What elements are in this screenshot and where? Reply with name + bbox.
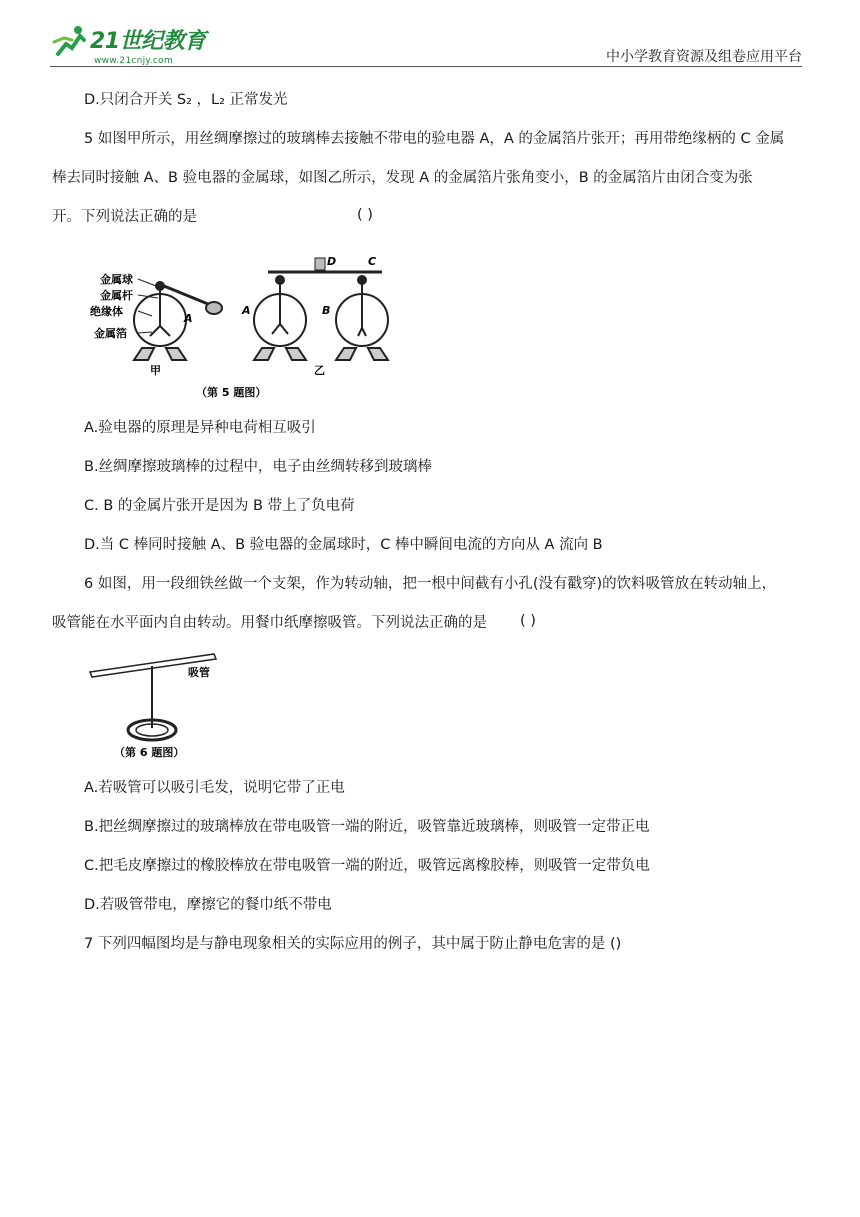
q5-answer-bracket: ( ) [357,207,373,223]
label-ball: 金属球 [100,273,133,286]
label-a-yi: A [242,304,251,317]
q5-stem-line3: 开。下列说法正确的是 [52,209,197,225]
q6-stem-line2: 吸管能在水平面内自由转动。用餐巾纸摩擦吸管。下列说法正确的是 [52,615,487,631]
q5-stem-line2: 棒去同时接触 A、B 验电器的金属球，如图乙所示，发现 A 的金属箔片张角变小，B 的金属箔片由闭合变为张 [52,170,753,186]
q6-option-a: A.若吸管可以吸引毛发，说明它带了正电 [84,780,345,796]
logo-url: www.21cnjy.com [94,56,174,66]
label-rod: 金属杆 [100,289,133,302]
runner-logo-icon [50,22,90,62]
page-header [0,0,860,72]
label-straw: 吸管 [188,666,210,679]
electroscope-jia [134,282,222,360]
q5-caption: （第 5 题图） [196,386,267,399]
straw-diagram [84,646,234,766]
site-logo [50,22,230,68]
q6-figure [84,646,234,766]
platform-name: 中小学教育资源及组卷应用平台 [606,49,802,65]
q6-option-d: D.若吸管带电，摩擦它的餐巾纸不带电 [84,897,332,913]
electroscope-diagram [90,248,400,408]
q6-option-b: B.把丝绸摩擦过的玻璃棒放在带电吸管一端的附近，吸管靠近玻璃棒，则吸管一定带正电 [84,819,650,835]
q5-figure [90,248,400,408]
q6-answer-bracket: ( ) [520,613,536,629]
q5-option-b: B.丝绸摩擦玻璃棒的过程中，电子由丝绸转移到玻璃棒 [84,459,433,475]
label-c: C [368,255,377,268]
header-divider [50,66,802,67]
q6-caption: （第 6 题图） [114,746,185,759]
label-d: D [327,255,337,268]
label-yi: 乙 [314,364,325,377]
q5-option-c: C. B 的金属片张开是因为 B 带上了负电荷 [84,498,355,514]
q5-option-a: A.验电器的原理是异种电荷相互吸引 [84,420,316,436]
q6-option-c: C.把毛皮摩擦过的橡胶棒放在带电吸管一端的附近，吸管远离橡胶棒，则吸管一定带负电 [84,858,650,874]
q5-option-d: D.当 C 棒同时接触 A、B 验电器的金属球时，C 棒中瞬间电流的方向从 A 流向 B [84,537,603,553]
logo-text: 21世纪教育 [90,29,206,54]
label-foil: 金属箔 [94,327,127,340]
label-jia: 甲 [150,364,161,377]
label-insulator: 绝缘体 [90,305,123,318]
q7-stem: 7 下列四幅图均是与静电现象相关的实际应用的例子，其中属于防止静电危害的是 () [84,936,622,952]
label-b: B [322,304,331,317]
q5-stem-line1: 5 如图甲所示，用丝绸摩擦过的玻璃棒去接触不带电的验电器 A，A 的金属箔片张开；再用带绝缘柄的 C 金属 [84,131,785,147]
label-a-jia: A [184,312,193,325]
q4-option-d: D.只闭合开关 S₂ ，L₂ 正常发光 [84,92,288,108]
q6-stem-line1: 6 如图，用一段细铁丝做一个支架，作为转动轴，把一根中间截有小孔(没有戳穿)的饮料吸管放在转动轴上， [84,576,777,592]
